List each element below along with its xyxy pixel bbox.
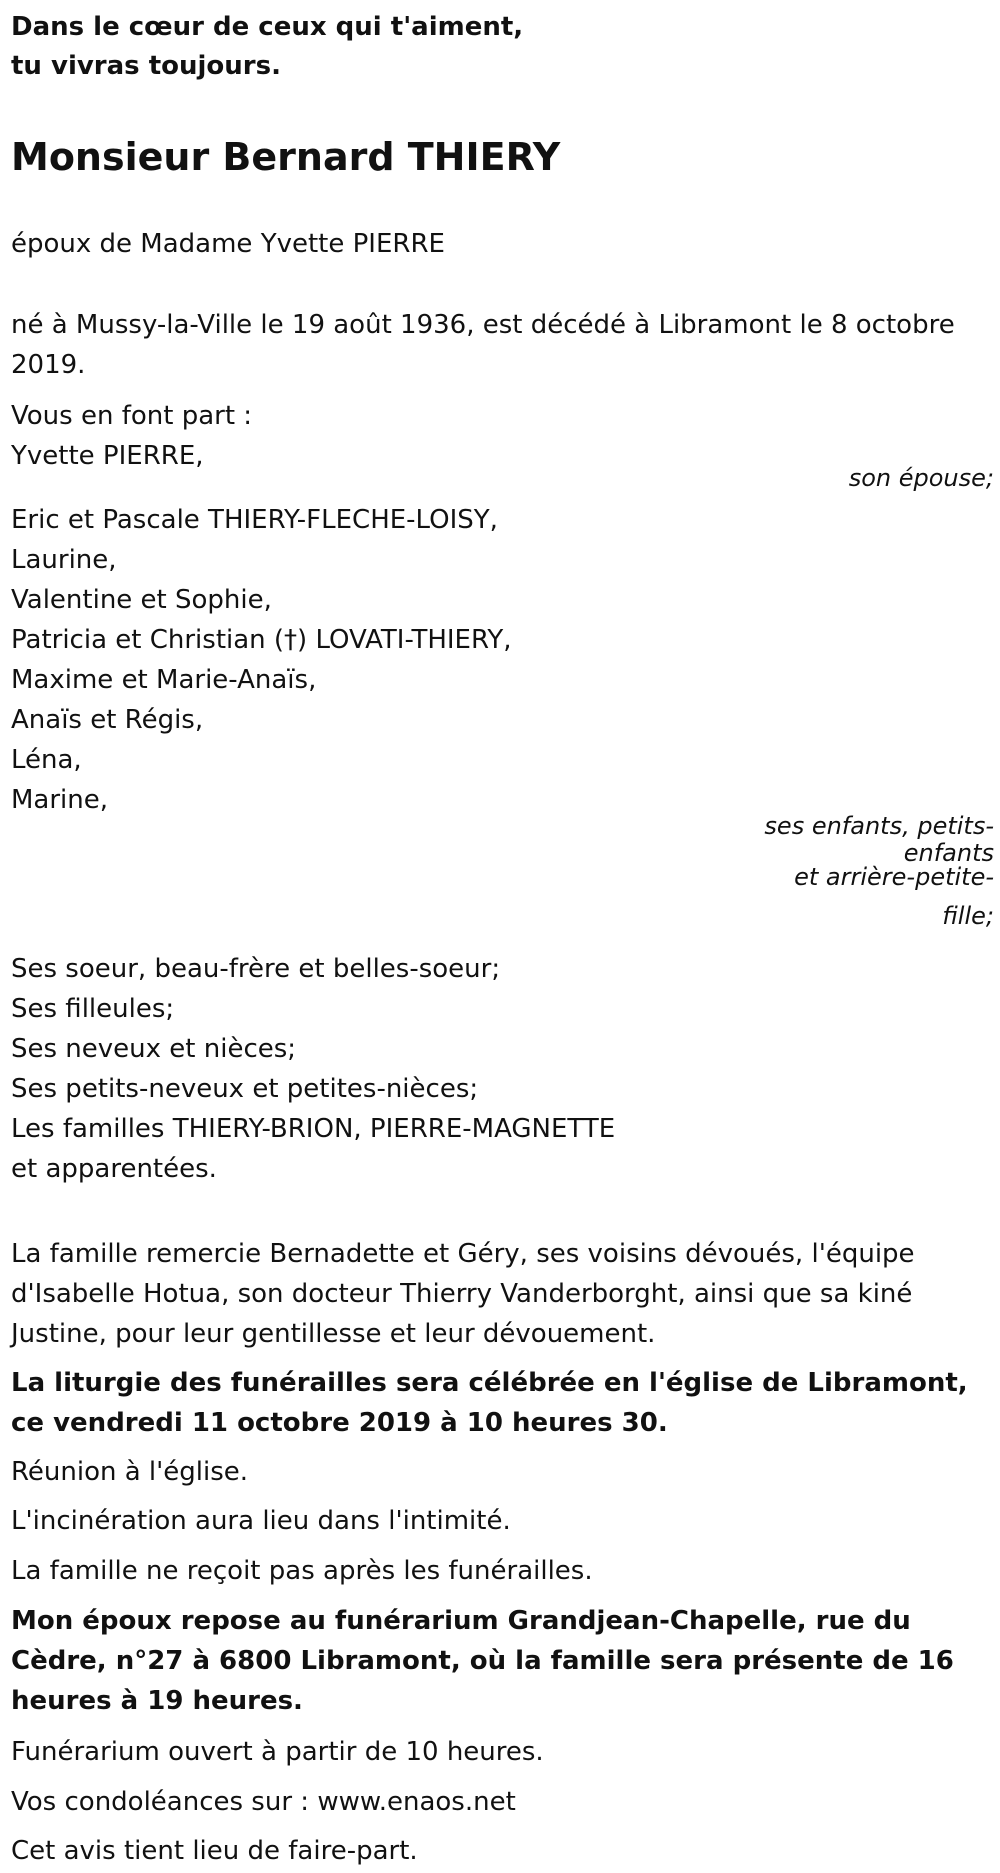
announcers-intro: Vous en font part : — [11, 401, 253, 431]
list-item: Léna, — [11, 745, 82, 775]
children-list — [11, 500, 512, 820]
list-item: Ses petits-neveux et petites-nièces; — [11, 1074, 479, 1104]
ceremony-paragraph: La liturgie des funérailles sera célébrée en l'église de Libramont, ce vendredi 11 octobre 2019 à 10 heures 30. — [11, 1368, 968, 1438]
list-item: Ses soeur, beau-frère et belles-soeur; — [11, 954, 501, 984]
notice-line: Cet avis tient lieu de faire-part. — [11, 1836, 418, 1866]
meeting-line: Réunion à l'église. — [11, 1457, 249, 1487]
funerarium-hours-line: Funérarium ouvert à partir de 10 heures. — [11, 1737, 544, 1767]
repose-paragraph: Mon époux repose au funérarium Grandjean-Chapelle, rue du Cèdre, n°27 à 6800 Libramont, où la famille sera présente de 16 heures à 19 heures. — [11, 1606, 954, 1716]
role-line: ses enfants, petits- — [764, 812, 994, 840]
list-item: Eric et Pascale THIERY-FLECHE-LOISY, — [11, 505, 498, 535]
role-line: et arrière-petite- — [794, 863, 994, 891]
list-item: Ses neveux et nièces; — [11, 1034, 297, 1064]
list-item: Les familles THIERY-BRION, PIERRE-MAGNETTE — [11, 1114, 616, 1144]
list-item: Patricia et Christian (†) LOVATI-THIERY, — [11, 625, 512, 655]
children-role — [764, 807, 994, 936]
spouse-role: son épouse; — [848, 464, 994, 492]
birth-death-line: né à Mussy-la-Ville le 19 août 1936, est décédé à Libramont le 8 octobre 2019. — [11, 310, 955, 380]
list-item: et apparentées. — [11, 1154, 217, 1184]
list-item: Valentine et Sophie, — [11, 585, 272, 615]
role-line: fille; — [942, 902, 994, 930]
spouse-line: époux de Madame Yvette PIERRE — [11, 229, 445, 259]
list-item: Ses filleules; — [11, 994, 175, 1024]
list-item: Anaïs et Régis, — [11, 705, 204, 735]
condolences-line: Vos condoléances sur : www.enaos.net — [11, 1787, 516, 1817]
spouse-name: Yvette PIERRE, — [11, 441, 204, 471]
list-item: Marine, — [11, 785, 109, 815]
thanks-paragraph: La famille remercie Bernadette et Géry, ses voisins dévoués, l'équipe d'Isabelle Hotua, son docteur Thierry Vanderborght, ainsi que sa kiné Justine, pour leur gentillesse et leur dévouement. — [11, 1239, 915, 1349]
no-reception-line: La famille ne reçoit pas après les funérailles. — [11, 1556, 593, 1586]
list-item: Maxime et Marie-Anaïs, — [11, 665, 317, 695]
epigraph-line: Dans le cœur de ceux qui t'aiment, — [11, 12, 524, 42]
relatives-list — [11, 949, 615, 1189]
epigraph-line: tu vivras toujours. — [11, 51, 281, 81]
cremation-line: L'incinération aura lieu dans l'intimité. — [11, 1506, 511, 1536]
deceased-name: Monsieur Bernard THIERY — [11, 135, 561, 179]
epigraph — [11, 7, 523, 86]
role-line: enfants — [903, 839, 994, 867]
list-item: Laurine, — [11, 545, 117, 575]
